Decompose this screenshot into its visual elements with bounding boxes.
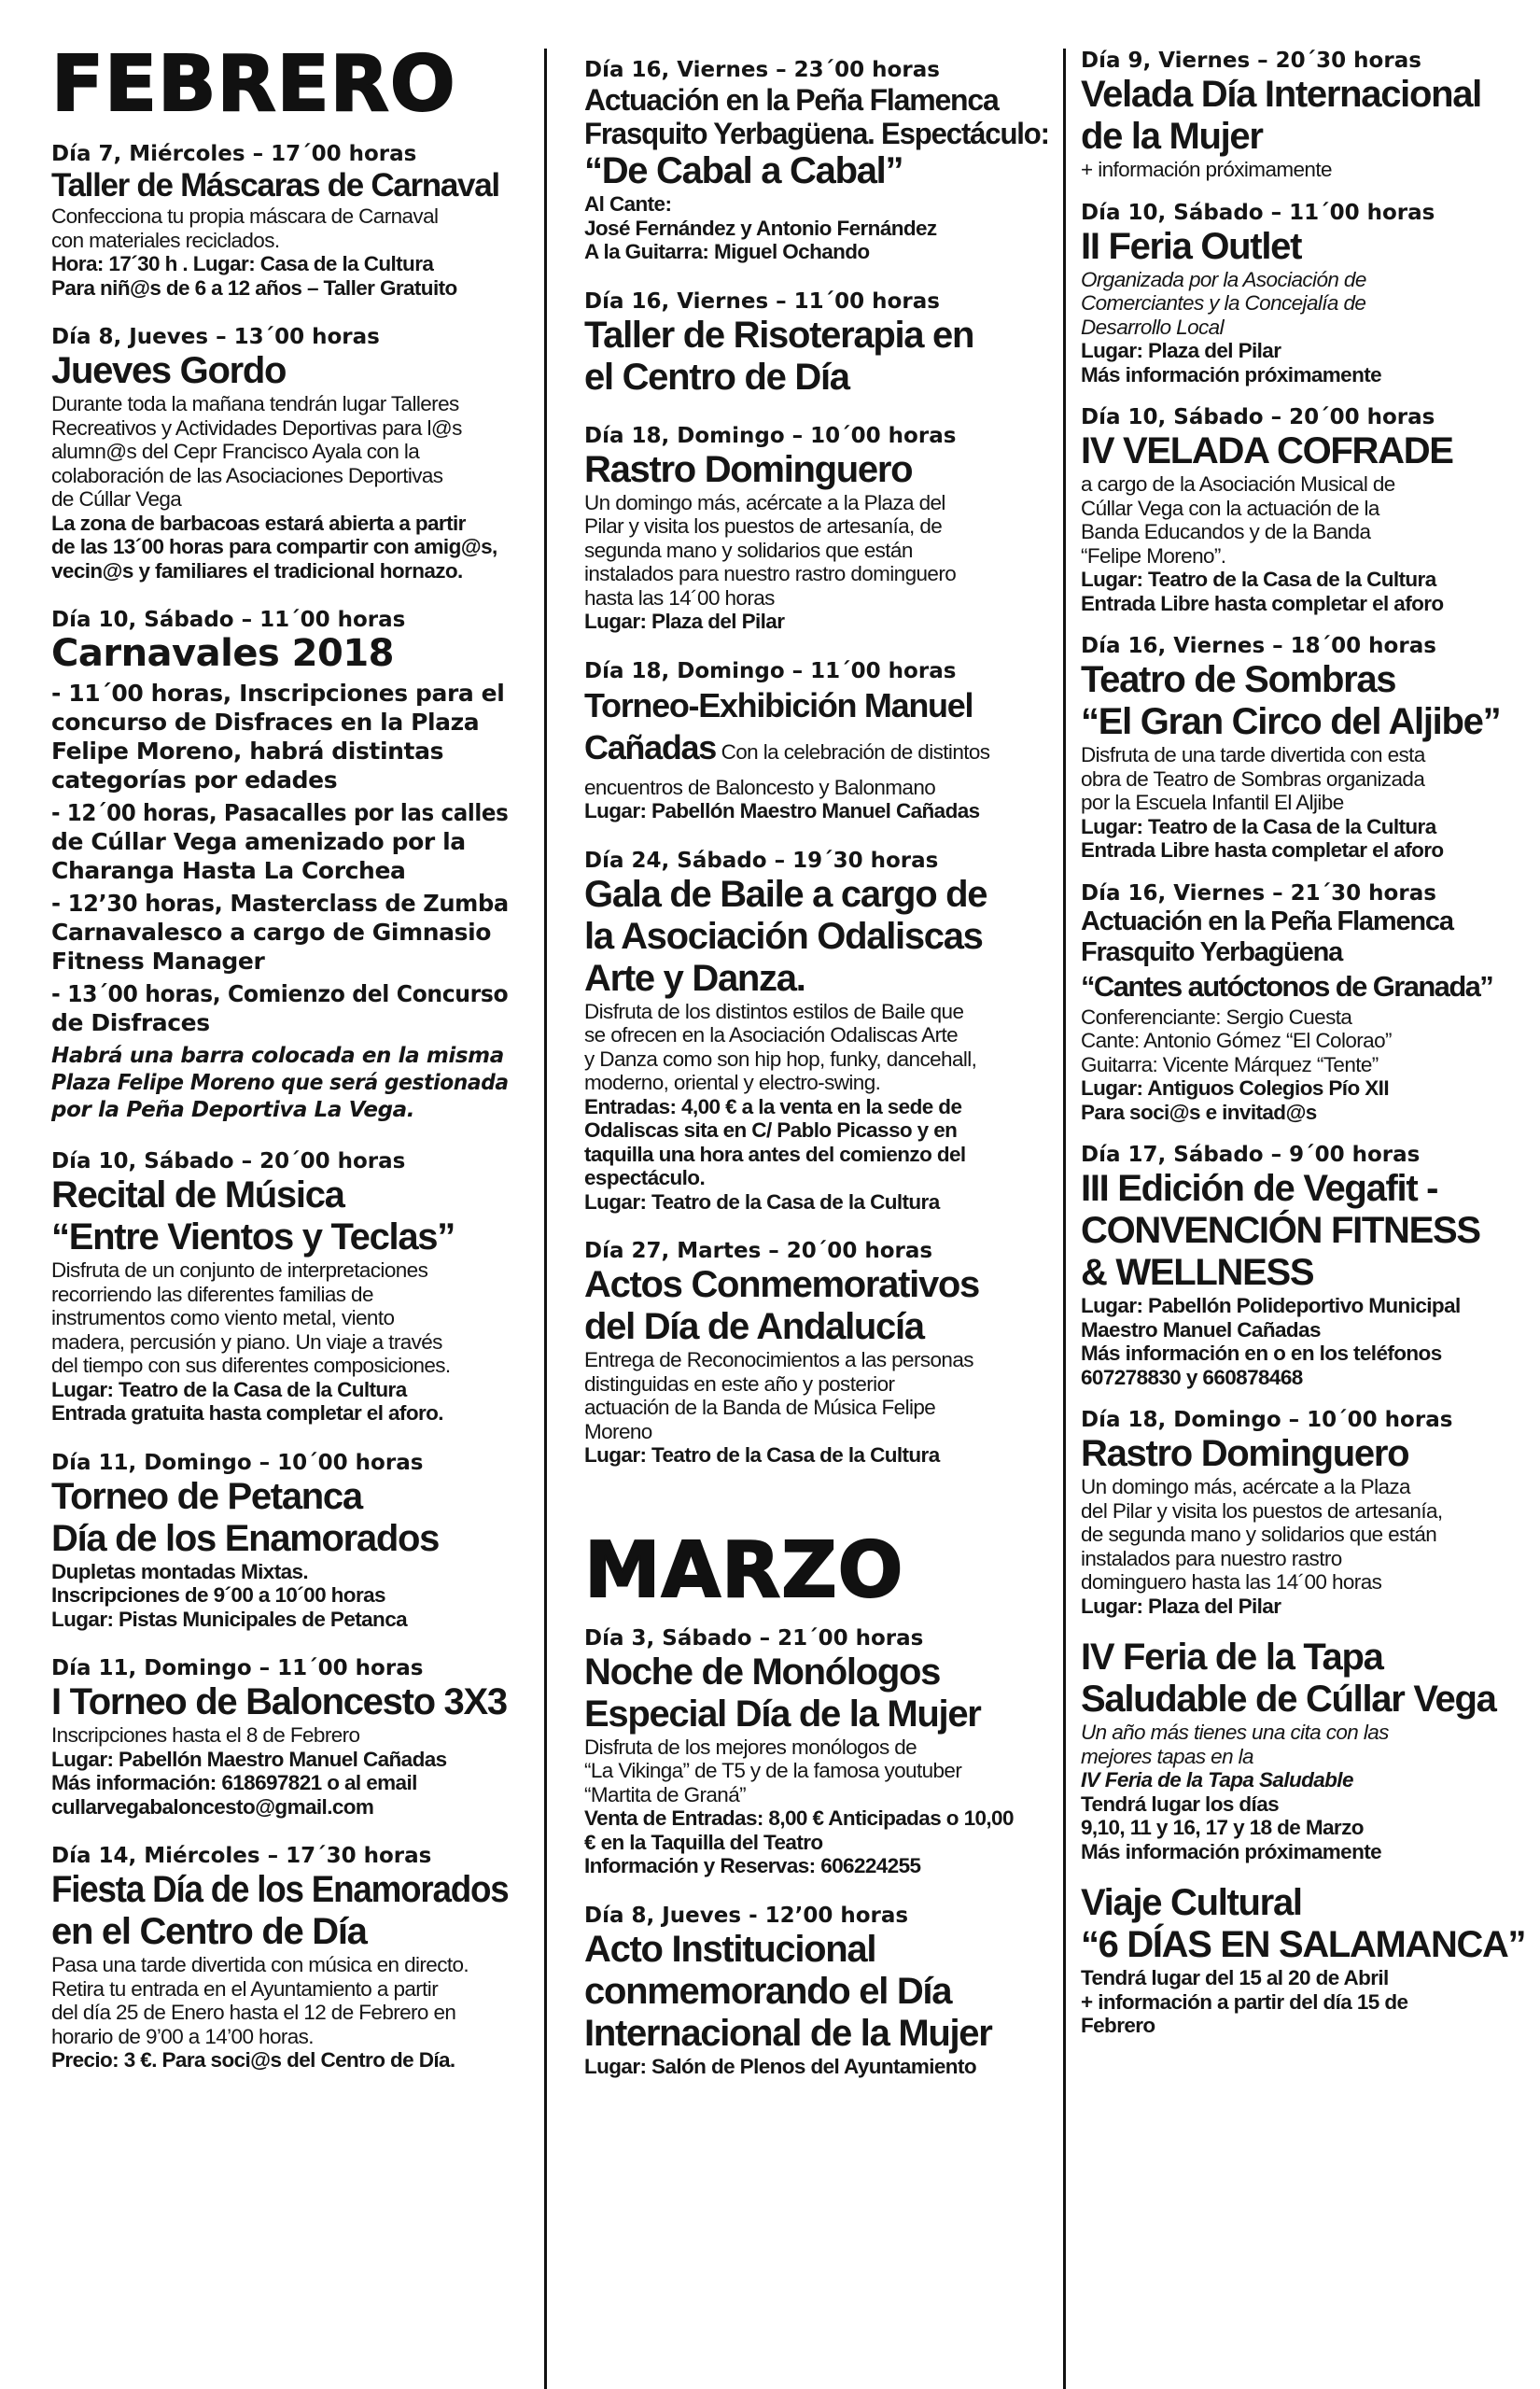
event	[584, 1904, 1049, 2079]
event-text: Comerciantes y la Concejalía de	[1081, 291, 1366, 315]
event-text: Pasa una tarde divertida con música en directo.	[51, 1953, 469, 1976]
schedule-line: Carnavalesco a cargo de Gimnasio	[51, 919, 492, 946]
event-text: Disfruta de los mejores monólogos de	[584, 1735, 917, 1759]
event	[584, 659, 1049, 823]
event-title: Especial Día de la Mujer	[584, 1693, 981, 1735]
event-title: “Cantes autóctonos de Granada”	[1081, 969, 1493, 1003]
event-text: de Cúllar Vega	[51, 487, 182, 511]
event-info: Lugar: Teatro de la Casa de la Cultura	[584, 1443, 940, 1467]
event	[51, 608, 509, 1124]
event-text: encuentros de Baloncesto y Balonmano	[584, 775, 936, 799]
event-title: Taller de Risoterapia en	[584, 314, 974, 356]
event-subtitle: Frasquito Yerbagüena. Espectáculo:	[584, 117, 1049, 150]
schedule-item	[51, 798, 509, 885]
event-date: Día 9, Viernes – 20´30 horas	[1081, 49, 1421, 73]
event-text: obra de Teatro de Sombras organizada	[1081, 766, 1425, 791]
schedule-line: Felipe Moreno, habrá distintas	[51, 738, 444, 765]
event-text: del día 25 de Enero hasta el 12 de Febrero en	[51, 2001, 456, 2024]
event-info: Lugar: Teatro de la Casa de la Cultura	[51, 1377, 407, 1401]
event-date: Día 10, Sábado – 20´00 horas	[51, 1149, 406, 1173]
event-text: Confecciona tu propia máscara de Carnaval	[51, 204, 439, 228]
event-title: la Asociación Odaliscas	[584, 915, 983, 957]
event-info: Lugar: Plaza del Pilar	[1081, 339, 1281, 362]
schedule-line: Fitness Manager	[51, 948, 265, 975]
event-text: y Danza como son hip hop, funky, dancehall,	[584, 1047, 977, 1071]
event-text: colaboración de las Asociaciones Deportivas	[51, 463, 443, 487]
event-date: Día 16, Viernes – 23´00 horas	[584, 58, 940, 82]
event-title: Cañadas	[584, 727, 716, 766]
event-text: con materiales reciclados.	[51, 228, 280, 252]
month-heading-febrero: FEBRERO	[51, 40, 456, 129]
event-info: Entrada Libre hasta completar el aforo	[1081, 838, 1444, 862]
event-text: segunda mano y solidarios que están	[584, 538, 913, 562]
event-text: Cúllar Vega con la actuación de la	[1081, 496, 1379, 520]
event-text: Disfruta de una tarde divertida con esta	[1081, 743, 1425, 766]
event-date: Día 10, Sábado – 11´00 horas	[1081, 200, 1435, 225]
event-title: I Torneo de Baloncesto 3X3	[51, 1681, 507, 1722]
event-text: Durante toda la mañana tendrán lugar Talleres	[51, 392, 459, 415]
event-note	[51, 1043, 509, 1124]
event-text: Un año más tienes una cita con las	[1081, 1721, 1389, 1744]
event-date: Día 8, Jueves - 12’00 horas	[584, 1903, 909, 1928]
event-text: Disfruta de los distintos estilos de Baile que	[584, 999, 964, 1023]
event-title: conmemorando el Día	[584, 1970, 952, 2012]
event-date: Día 11, Domingo – 10´00 horas	[51, 1450, 424, 1475]
event-text: Desarrollo Local	[1081, 315, 1224, 339]
event-text: hasta las 14´00 horas	[584, 585, 775, 610]
event-text: Entrega de Reconocimientos a las personas	[584, 1348, 973, 1371]
event-info: Más información en o en los teléfonos	[1081, 1342, 1442, 1365]
event-text: “Martita de Graná”	[584, 1782, 747, 1806]
event-info: A la Guitarra: Miguel Ochando	[584, 240, 870, 263]
event-info: Entradas: 4,00 € a la venta en la sede de	[584, 1094, 962, 1118]
event-title: Recital de Música	[51, 1174, 344, 1216]
event-text: mejores tapas en la	[1081, 1744, 1253, 1768]
event-info: Lugar: Pabellón Maestro Manuel Cañadas	[584, 799, 980, 822]
left-column	[51, 0, 509, 2098]
event-info: Lugar: Plaza del Pilar	[584, 610, 785, 633]
event-text: “La Vikinga” de T5 y de la famosa youtuber	[584, 1759, 962, 1782]
event-info: Para soci@s e invitad@s	[1081, 1100, 1317, 1124]
event-info: Para niñ@s de 6 a 12 años – Taller Gratuito	[51, 275, 457, 300]
event-title: Rastro Dominguero	[1081, 1433, 1409, 1474]
event-info: Más información próximamente	[1081, 1839, 1382, 1863]
event-info: Precio: 3 €. Para soci@s del Centro de Día.	[51, 2048, 455, 2072]
event-text: del Pilar y visita los puestos de artesanía,	[1081, 1498, 1443, 1523]
event-text: por la Escuela Infantil El Aljibe	[1081, 791, 1344, 814]
event-info: 9,10, 11 y 16, 17 y 18 de Marzo	[1081, 1816, 1364, 1839]
event-info: Más información: 618697821 o al email	[51, 1771, 417, 1794]
event-info: espectáculo.	[584, 1166, 706, 1189]
event-text: distinguidas en este año y posterior	[584, 1371, 895, 1396]
event-info: Lugar: Pabellón Polideportivo Municipal	[1081, 1294, 1461, 1317]
event-info: Lugar: Teatro de la Casa de la Cultura	[1081, 814, 1436, 838]
schedule-line: concurso de Disfraces en la Plaza	[51, 709, 480, 736]
event-date: Día 24, Sábado – 19´30 horas	[584, 848, 939, 873]
event-info: vecin@s y familiares el tradicional hornazo.	[51, 558, 463, 583]
event-date: Día 18, Domingo – 10´00 horas	[1081, 1408, 1453, 1432]
right-column	[1081, 0, 1525, 2063]
event-title: Torneo-Exhibición Manuel	[584, 685, 973, 724]
event	[1081, 1882, 1525, 2038]
event-text: Pilar y visita los puestos de artesanía, de	[584, 514, 943, 538]
event-title-line	[584, 726, 1049, 776]
contact-email: cullarvegabaloncesto@gmail.com	[51, 1794, 374, 1819]
event-text: madera, percusión y piano. Un viaje a través	[51, 1329, 442, 1354]
event-text: Cante: Antonio Gómez “El Colorao”	[1081, 1029, 1392, 1052]
event-info: € en la Taquilla del Teatro	[584, 1830, 823, 1854]
schedule-line: - 11´00 horas, Inscripciones para el	[51, 680, 505, 707]
event-title: IV VELADA COFRADE	[1081, 430, 1453, 471]
event-text: se ofrecen en la Asociación Odaliscas Arte	[584, 1023, 959, 1047]
event-text: Un domingo más, acércate a la Plaza del	[584, 490, 945, 514]
note-line: Plaza Felipe Moreno que será gestionada	[51, 1071, 509, 1095]
event-date: Día 16, Viernes – 18´00 horas	[1081, 634, 1436, 658]
event-text: Moreno	[584, 1419, 652, 1443]
event-text: del tiempo con sus diferentes composiciones.	[51, 1354, 451, 1377]
event	[51, 1844, 509, 2073]
schedule-line: Charanga Hasta La Corchea	[51, 857, 406, 884]
event-text: Organizada por la Asociación de	[1081, 267, 1366, 291]
event	[1081, 405, 1525, 615]
month-heading-marzo: MARZO	[584, 1525, 904, 1615]
event-text: moderno, oriental y electro-swing.	[584, 1071, 881, 1094]
event-text: Guitarra: Vicente Márquez “Tente”	[1081, 1052, 1379, 1076]
event	[1081, 49, 1525, 182]
note-line: por la Peña Deportiva La Vega.	[51, 1098, 415, 1122]
event-text: recorriendo las diferentes familias de	[51, 1282, 373, 1306]
event-date: Día 14, Miércoles – 17´30 horas	[51, 1844, 432, 1868]
event-title: Carnavales 2018	[51, 632, 395, 675]
event-text: Un domingo más, acércate a la Plaza	[1081, 1475, 1410, 1498]
middle-column	[584, 0, 1049, 2103]
event-title: el Centro de Día	[584, 356, 849, 398]
event-info: Lugar: Pabellón Maestro Manuel Cañadas	[51, 1747, 447, 1771]
event	[1081, 1408, 1525, 1618]
event-title: en el Centro de Día	[51, 1911, 367, 1952]
event-title: Jueves Gordo	[51, 350, 287, 391]
event-title: Teatro de Sombras	[1081, 659, 1396, 700]
event	[1081, 201, 1525, 387]
event	[1081, 1143, 1525, 1389]
event-text: IV Feria de la Tapa Saludable	[1081, 1768, 1353, 1792]
event-title: Taller de Máscaras de Carnaval	[51, 167, 499, 204]
schedule-line: - 12´00 horas, Pasacalles por las calles	[51, 799, 509, 826]
event-date: Día 18, Domingo – 11´00 horas	[584, 658, 957, 683]
event-title: “De Cabal a Cabal”	[584, 150, 903, 191]
event	[51, 1149, 509, 1426]
schedule-item	[51, 979, 509, 1037]
event-title: CONVENCIÓN FITNESS	[1081, 1210, 1480, 1251]
event-date: Día 18, Domingo – 10´00 horas	[584, 423, 957, 448]
event-text: Banda Educandos y de la Banda	[1081, 520, 1371, 543]
event-info: Dupletas montadas Mixtas.	[51, 1559, 309, 1583]
event-text: a cargo de la Asociación Musical de	[1081, 472, 1395, 496]
event-text: + información próximamente	[1081, 158, 1332, 181]
event-date: Día 3, Sábado – 21´00 horas	[584, 1625, 924, 1651]
event-title: II Feria Outlet	[1081, 225, 1302, 267]
event-text: dominguero hasta las 14´00 horas	[1081, 1570, 1382, 1594]
event-date: Día 7, Miércoles – 17´00 horas	[51, 142, 417, 166]
event-info: Lugar: Pistas Municipales de Petanca	[51, 1607, 408, 1631]
event-info: Entrada Libre hasta completar el aforo	[1081, 591, 1444, 615]
event-info: José Fernández y Antonio Fernández	[584, 216, 937, 240]
event-date: Día 16, Viernes – 21´30 horas	[1081, 880, 1436, 906]
event-title: Día de los Enamorados	[51, 1517, 440, 1559]
event-title: Gala de Baile a cargo de	[584, 873, 987, 915]
event-info: Lugar: Salón de Plenos del Ayuntamiento	[584, 2054, 976, 2078]
event-info: Lugar: Antiguos Colegios Pío XII	[1081, 1076, 1389, 1100]
event	[51, 142, 509, 300]
note-line: Habrá una barra colocada en la misma	[51, 1044, 504, 1068]
event-title: de la Mujer	[1081, 116, 1263, 157]
event-text: Inscripciones hasta el 8 de Febrero	[51, 1723, 360, 1747]
event-info: Febrero	[1081, 2014, 1155, 2037]
event-info: Lugar: Teatro de la Casa de la Cultura	[584, 1189, 940, 1214]
event-info: Más información próximamente	[1081, 362, 1382, 386]
event-date: Día 10, Sábado – 11´00 horas	[51, 608, 406, 632]
event-info: Entrada gratuita hasta completar el aforo.	[51, 1401, 443, 1425]
event-info: Odaliscas sita en C/ Pablo Picasso y en	[584, 1118, 958, 1142]
event-subtitle: Actuación en la Peña Flamenca	[584, 83, 999, 117]
event-info: taquilla una hora antes del comienzo del	[584, 1142, 966, 1166]
event	[51, 1656, 509, 1819]
event-text: de segunda mano y solidarios que están	[1081, 1523, 1437, 1546]
event-info: Lugar: Teatro de la Casa de la Cultura	[1081, 568, 1436, 591]
event-info: Tendrá lugar del 15 al 20 de Abril	[1081, 1966, 1389, 1989]
event-text: Recreativos y Actividades Deportivas para l@s	[51, 415, 462, 440]
event-date: Día 8, Jueves – 13´00 horas	[51, 325, 380, 349]
event-info: Tendrá lugar los días	[1081, 1792, 1280, 1816]
event-info: Lugar: Plaza del Pilar	[1081, 1594, 1281, 1618]
event	[1081, 1637, 1525, 1863]
schedule-line: - 12’30 horas, Masterclass de Zumba	[51, 890, 509, 917]
event-title: Arte y Danza.	[584, 957, 805, 999]
event-text: instalados para nuestro rastro	[1081, 1546, 1342, 1570]
event	[51, 1451, 509, 1632]
schedule-item	[51, 889, 509, 976]
event-text: actuación de la Banda de Música Felipe	[584, 1396, 936, 1419]
event-date: Día 10, Sábado – 20´00 horas	[1081, 405, 1435, 429]
event-info: Inscripciones de 9´00 a 10´00 horas	[51, 1583, 385, 1607]
event-title: Acto Institucional	[584, 1928, 876, 1970]
event-title: “Entre Vientos y Teclas”	[51, 1216, 455, 1258]
event-title: Rastro Dominguero	[584, 448, 913, 490]
event	[584, 849, 1049, 1215]
event-text: Con la celebración de distintos	[715, 739, 990, 764]
event-text: horario de 9’00 a 14’00 horas.	[51, 2024, 314, 2048]
event-text: Retira tu entrada en el Ayuntamiento a partir	[51, 1976, 439, 2001]
event-title: Saludable de Cúllar Vega	[1081, 1679, 1496, 1720]
event-text: instrumentos como viento metal, viento	[51, 1306, 395, 1329]
event-info: Información y Reservas: 606224255	[584, 1854, 921, 1877]
event-date: Día 17, Sábado – 9´00 horas	[1081, 1143, 1421, 1167]
schedule-line: - 13´00 horas, Comienzo del Concurso	[51, 980, 509, 1007]
event-text: instalados para nuestro rastro dominguero	[584, 562, 957, 585]
event-title: del Día de Andalucía	[584, 1306, 924, 1347]
schedule-item	[51, 679, 509, 794]
event-text: alumn@s del Cepr Francisco Ayala con la	[51, 440, 420, 463]
event-subtitle: Actuación en la Peña Flamenca	[1081, 906, 1453, 936]
event	[584, 289, 1049, 399]
event-title: Internacional de la Mujer	[584, 2012, 992, 2054]
event	[51, 325, 509, 583]
event-subtitle: Frasquito Yerbagüena	[1081, 936, 1343, 967]
event-text: Disfruta de un conjunto de interpretaciones	[51, 1258, 428, 1282]
event-info: Al Cante:	[584, 192, 672, 216]
event-title: Torneo de Petanca	[51, 1475, 362, 1517]
event-info: Hora: 17´30 h . Lugar: Casa de la Cultura	[51, 252, 434, 275]
event	[584, 424, 1049, 634]
column-divider	[1063, 49, 1066, 2389]
event	[1081, 634, 1525, 863]
schedule-line: categorías por edades	[51, 766, 338, 794]
event-title: Actos Conmemorativos	[584, 1264, 979, 1305]
event	[1081, 881, 1525, 1125]
event-info: + información a partir del día 15 de	[1081, 1989, 1408, 2014]
event-title: & WELLNESS	[1081, 1252, 1314, 1293]
event-title: Noche de Monólogos	[584, 1651, 941, 1693]
event-date: Día 27, Martes – 20´00 horas	[584, 1239, 933, 1263]
event-title: Viaje Cultural	[1081, 1882, 1302, 1923]
schedule-line: de Cúllar Vega amenizado por la	[51, 828, 466, 855]
event	[584, 1626, 1049, 1878]
phone-numbers: 607278830 y 660878468	[1081, 1365, 1303, 1389]
column-divider	[544, 49, 547, 2389]
event-title: Fiesta Día de los Enamorados	[51, 1869, 509, 1910]
event-date: Día 11, Domingo – 11´00 horas	[51, 1656, 424, 1680]
event-text: Conferenciante: Sergio Cuesta	[1081, 1005, 1352, 1029]
event-title: III Edición de Vegafit -	[1081, 1168, 1438, 1209]
event-title: Velada Día Internacional	[1081, 74, 1481, 115]
event-title: “6 DÍAS EN SALAMANCA”	[1081, 1924, 1526, 1965]
event-info: Venta de Entradas: 8,00 € Anticipadas o 10,00	[584, 1806, 1014, 1830]
event-title: IV Feria de la Tapa	[1081, 1637, 1383, 1678]
event	[584, 1239, 1049, 1468]
event-info: Maestro Manuel Cañadas	[1081, 1317, 1321, 1342]
event-date: Día 16, Viernes – 11´00 horas	[584, 288, 940, 314]
schedule-line: de Disfraces	[51, 1009, 210, 1036]
event-info: La zona de barbacoas estará abierta a partir	[51, 511, 466, 535]
event-text: “Felipe Moreno”.	[1081, 543, 1226, 568]
event-info: de las 13´00 horas para compartir con amig@s,	[51, 535, 497, 558]
event-title: “El Gran Circo del Aljibe”	[1081, 701, 1501, 742]
event	[584, 58, 1049, 264]
